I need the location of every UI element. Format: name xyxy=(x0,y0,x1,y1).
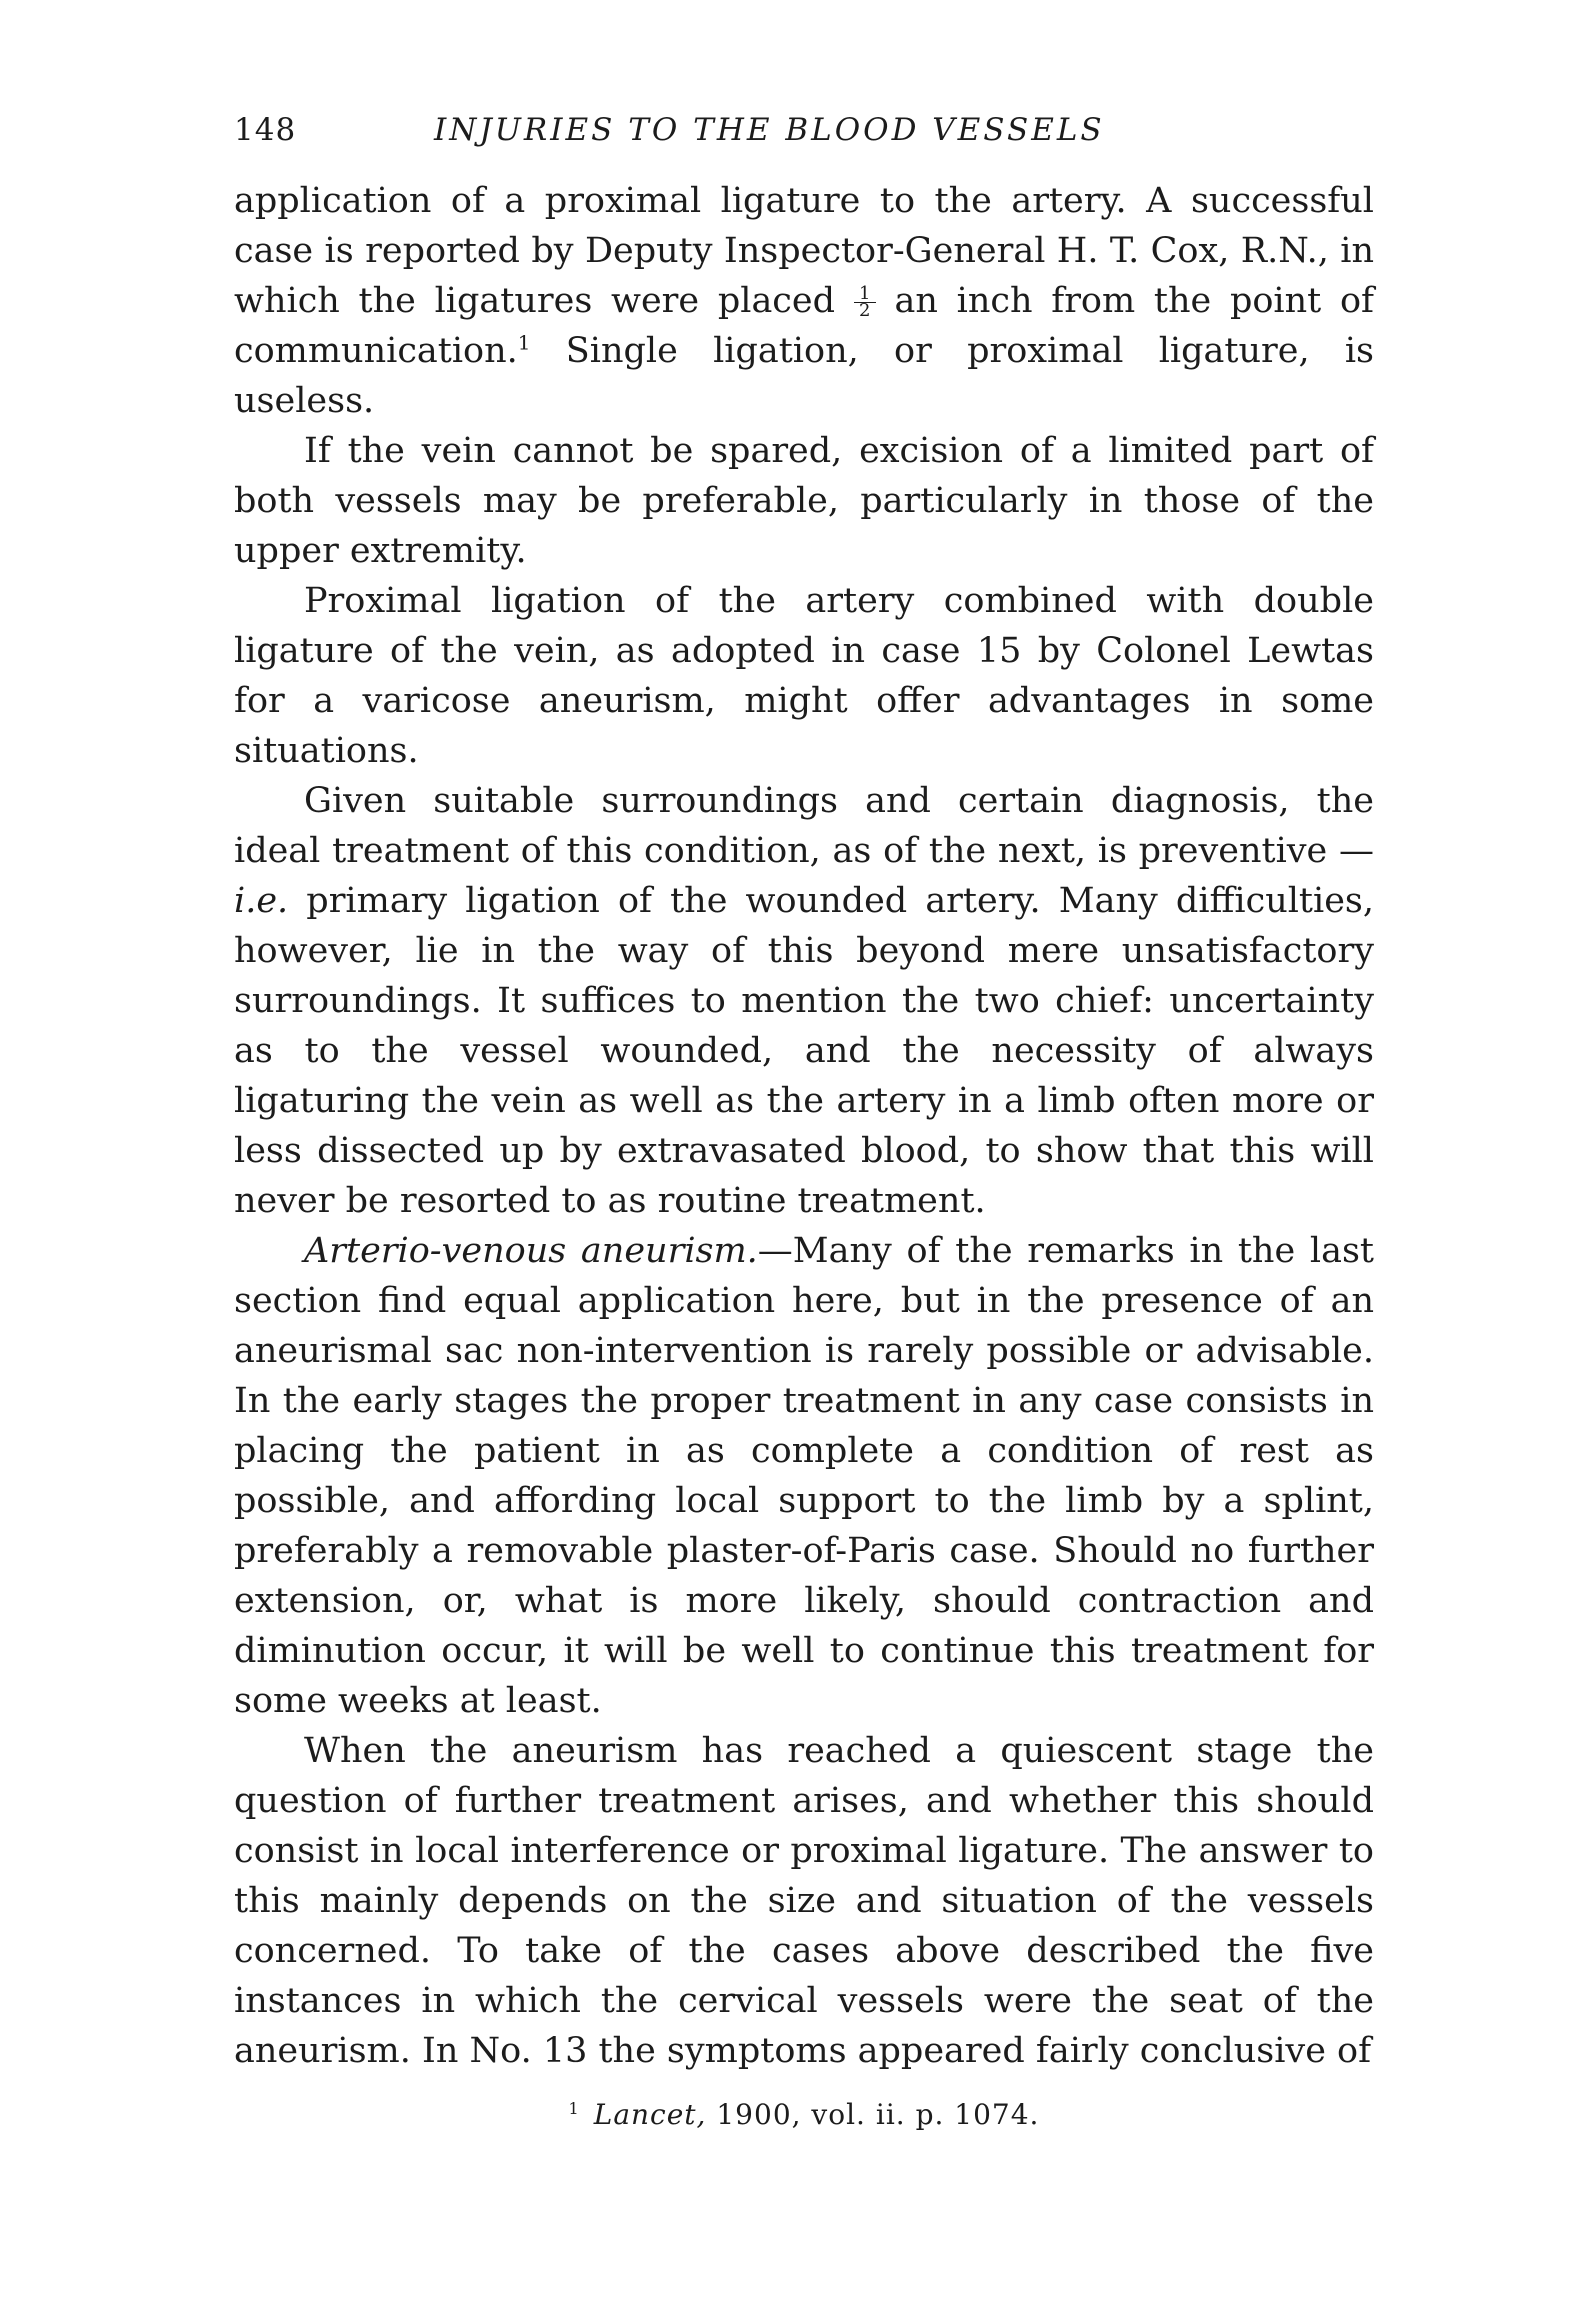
fraction-denominator: 2 xyxy=(859,300,871,321)
footnote xyxy=(234,2098,1374,2131)
paragraph-1-text-a: application of a proximal ligature to the artery. A successful case is reported by Deputy Inspector-General H. T. Cox, R.N., in which the ligatures were placed xyxy=(234,181,1374,321)
footnote-marker: 1 xyxy=(568,2098,580,2118)
fraction-numerator: 1 xyxy=(854,286,876,303)
running-title: INJURIES TO THE BLOOD VESSELS xyxy=(434,112,1105,148)
paragraph-3: Proximal ligation of the artery combined with double ligature of the vein, as adopted in case 15 by Colonel Lewtas for a varicose aneurism, might offer advantages in some situations. xyxy=(234,581,1374,771)
running-head xyxy=(234,108,1374,156)
book-page xyxy=(234,108,1374,2131)
paragraph-2: If the vein cannot be spared, excision of a limited part of both vessels may be preferable, particularly in those of the upper extremity. xyxy=(234,431,1374,571)
body-text xyxy=(234,176,1374,2076)
paragraph-1 xyxy=(234,176,1374,426)
paragraph-5-text: —Many of the remarks in the last section find equal application here, but in the presence of an aneurismal sac non-intervention is rarely possible or advisable. In the early stages the proper treatment in any case consists in placing the patient in as complete a condition of rest as possible, and affording local support to the limb by a splint, preferably a removable plaster-of-Paris case. Should no further extension, or, what is more likely, should contraction and diminution occur, it will be well to continue this treatment for some weeks at least. xyxy=(234,1231,1374,1721)
page-number: 148 xyxy=(234,112,297,148)
paragraph-4-ie: i.e. xyxy=(234,881,289,921)
paragraph-4 xyxy=(234,776,1374,1226)
paragraph-1-text-c: Single ligation, or proximal ligature, is useless. xyxy=(234,331,1374,421)
paragraph-5 xyxy=(234,1226,1374,1726)
footnote-detail: 1900, vol. ii. p. 1074. xyxy=(706,2098,1040,2131)
fraction-one-half xyxy=(854,283,876,321)
paragraph-4-text-b: primary ligation of the wounded artery. Many difficulties, however, lie in the way of this beyond mere unsatisfactory surroundings. It suffices to mention the two chief: uncertainty as to the vessel wounded, and the necessity of always ligaturing the vein as well as the artery in a limb often more or less dissected up by extravasated blood, to show that this will never be resorted to as routine treatment. xyxy=(234,881,1374,1221)
paragraph-4-text-a: Given suitable surroundings and certain diagnosis, the ideal treatment of this condition, as of the next, is preventive — xyxy=(234,781,1374,871)
paragraph-1-text-b: an inch from the point of communication. xyxy=(234,281,1374,371)
footnote-source: Lancet, xyxy=(593,2098,707,2131)
paragraph-6: When the aneurism has reached a quiescent stage the question of further treatment arises, and whether this should consist in local interference or proximal ligature. The answer to this mainly depends on the size and situation of the vessels concerned. To take of the cases above described the five instances in which the cervical vessels were the seat of the aneurism. In No. 13 the symptoms appeared fairly conclusive of xyxy=(234,1731,1374,2071)
footnote-reference: 1 xyxy=(517,330,531,355)
section-heading-arterio-venous: Arterio-venous aneurism. xyxy=(304,1231,758,1271)
